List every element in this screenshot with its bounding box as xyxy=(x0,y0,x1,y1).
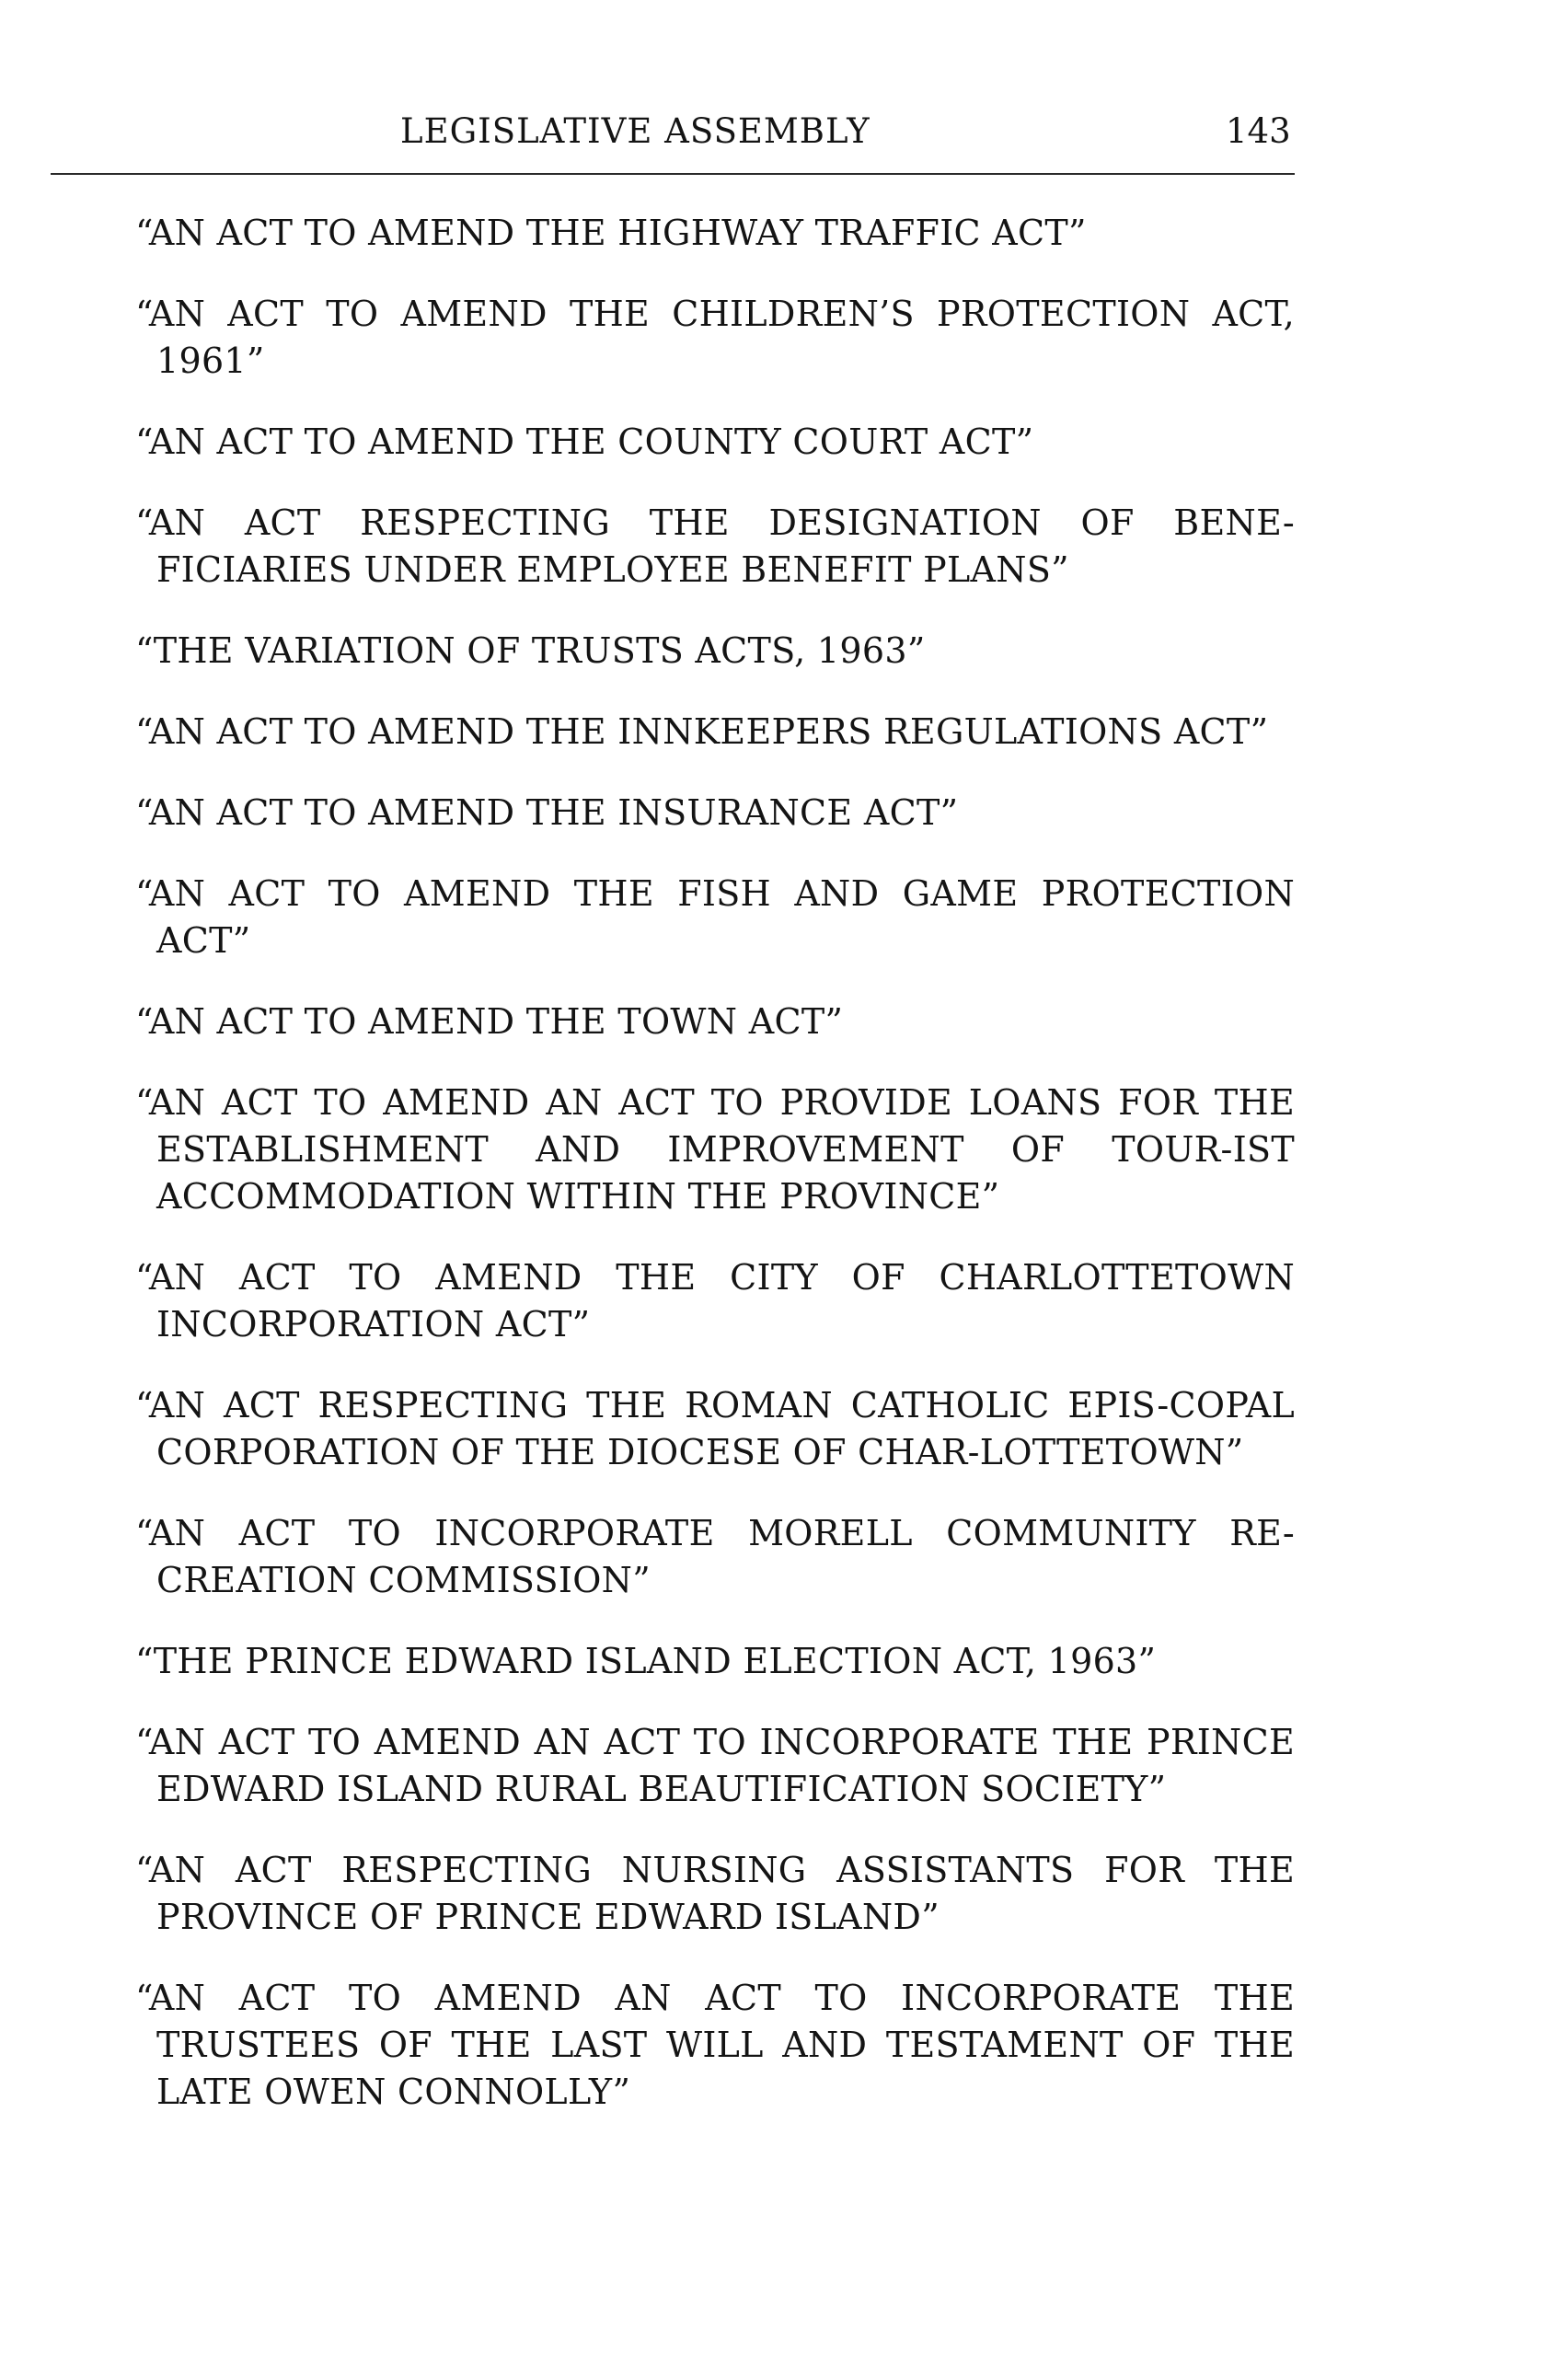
act-entry: “AN ACT RESPECTING THE DESIGNATION OF BENE-FICIARIES UNDER EMPLOYEE BENEFIT PLANS” xyxy=(135,502,1295,590)
act-entry: “AN ACT TO INCORPORATE MORELL COMMUNITY RE-CREATION COMMISSION” xyxy=(135,1513,1295,1600)
running-title: LEGISLATIVE ASSEMBLY xyxy=(400,111,870,151)
act-entry: “AN ACT TO AMEND THE CITY OF CHARLOTTETOWN INCORPORATION ACT” xyxy=(135,1257,1295,1345)
act-entry: “AN ACT TO AMEND THE FISH AND GAME PROTECTION ACT” xyxy=(135,873,1295,961)
act-entry: “THE VARIATION OF TRUSTS ACTS, 1963” xyxy=(135,630,926,671)
running-head xyxy=(0,109,1568,155)
act-entry: “AN ACT TO AMEND THE INNKEEPERS REGULATIONS ACT” xyxy=(135,711,1269,752)
header-rule xyxy=(51,173,1295,175)
act-entry: “AN ACT TO AMEND THE TOWN ACT” xyxy=(135,1001,844,1042)
act-entry: “AN ACT TO AMEND THE COUNTY COURT ACT” xyxy=(135,421,1034,462)
act-entry: “AN ACT TO AMEND THE CHILDREN’S PROTECTION ACT, 1961” xyxy=(135,294,1295,381)
act-entry: “AN ACT RESPECTING NURSING ASSISTANTS FOR THE PROVINCE OF PRINCE EDWARD ISLAND” xyxy=(135,1850,1295,1937)
act-entry: “THE PRINCE EDWARD ISLAND ELECTION ACT, 1963” xyxy=(135,1641,1157,1681)
act-entry: “AN ACT RESPECTING THE ROMAN CATHOLIC EPIS-COPAL CORPORATION OF THE DIOCESE OF CHAR-LOTTETOWN” xyxy=(135,1385,1295,1472)
page-number: 143 xyxy=(1226,111,1291,151)
act-entry: “AN ACT TO AMEND THE HIGHWAY TRAFFIC ACT” xyxy=(135,213,1087,253)
act-list xyxy=(135,210,1295,2150)
act-entry: “AN ACT TO AMEND AN ACT TO INCORPORATE THE TRUSTEES OF THE LAST WILL AND TESTAMENT OF THE LATE OWEN CONNOLLY” xyxy=(135,1978,1295,2112)
act-entry: “AN ACT TO AMEND AN ACT TO PROVIDE LOANS FOR THE ESTABLISHMENT AND IMPROVEMENT OF TOUR-IST ACCOMMODATION WITHIN THE PROVINCE” xyxy=(135,1082,1295,1217)
act-entry: “AN ACT TO AMEND THE INSURANCE ACT” xyxy=(135,792,959,833)
act-entry: “AN ACT TO AMEND AN ACT TO INCORPORATE THE PRINCE EDWARD ISLAND RURAL BEAUTIFICATION SOCIETY” xyxy=(135,1722,1295,1809)
